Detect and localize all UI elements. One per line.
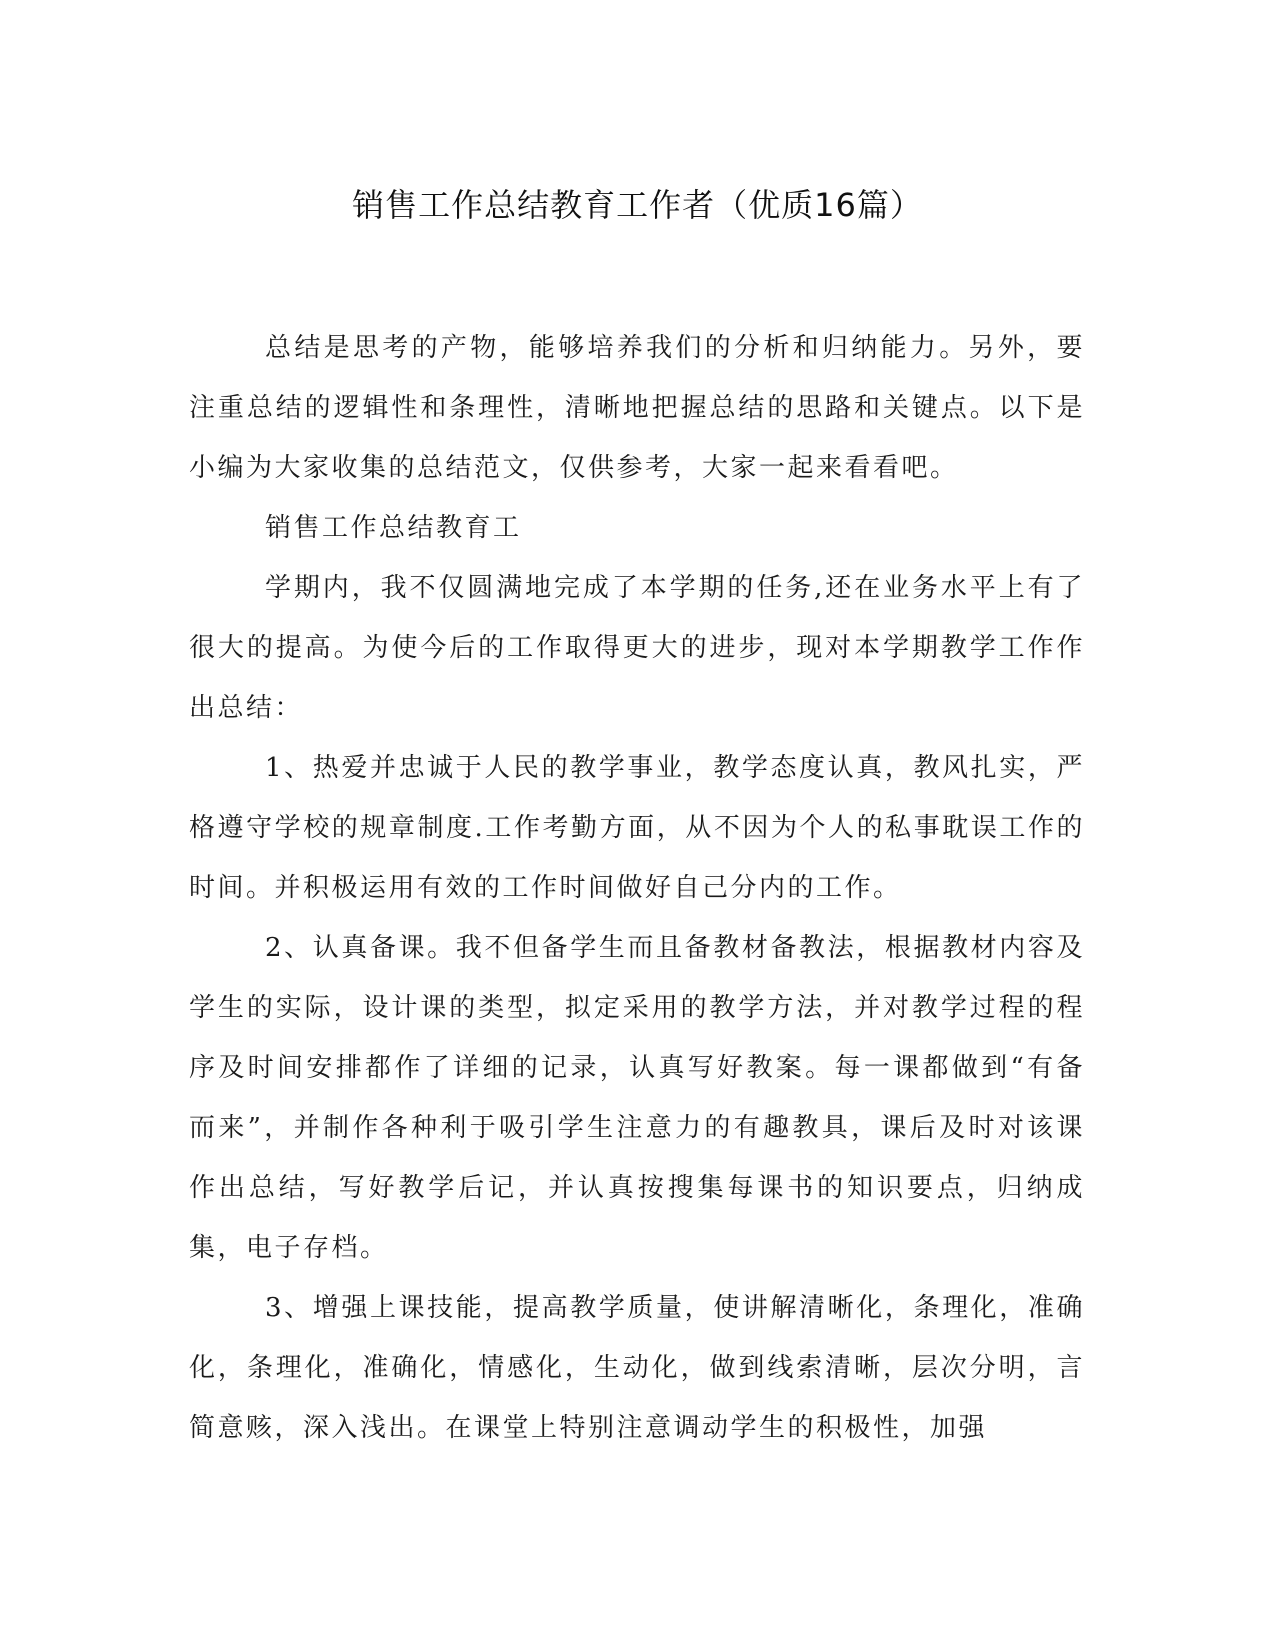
paragraph-semester: 学期内，我不仅圆满地完成了本学期的任务,还在业务水平上有了很大的提高。为使今后的工作取得更大的进步，现对本学期教学工作作出总结： (189, 573, 1085, 723)
paragraph-subheading: 销售工作总结教育工 (265, 513, 522, 543)
paragraph-item-1: 1、热爱并忠诚于人民的教学事业，教学态度认真，教风扎实，严格遵守学校的规章制度.工作考勤方面，从不因为个人的私事耽误工作的时间。并积极运用有效的工作时间做好自己分内的工作。 (189, 753, 1085, 903)
paragraph-intro: 总结是思考的产物，能够培养我们的分析和归纳能力。另外，要注重总结的逻辑性和条理性，清晰地把握总结的思路和关键点。以下是小编为大家收集的总结范文，仅供参考，大家一起来看看吧。 (189, 333, 1085, 483)
paragraph-item-3: 3、增强上课技能，提高教学质量，使讲解清晰化，条理化，准确化，条理化，准确化，情感化，生动化，做到线索清晰，层次分明，言简意赅，深入浅出。在课堂上特别注意调动学生的积极性，加强 (189, 1293, 1085, 1443)
document-body (189, 318, 1085, 1458)
document-title: 销售工作总结教育工作者（优质16篇） (352, 186, 923, 224)
paragraph-item-2: 2、认真备课。我不但备学生而且备教材备教法，根据教材内容及学生的实际，设计课的类型，拟定采用的教学方法，并对教学过程的程序及时间安排都作了详细的记录，认真写好教案。每一课都做到“有备而来”，并制作各种利于吸引学生注意力的有趣教具，课后及时对该课作出总结，写好教学后记，并认真按搜集每课书的知识要点，归纳成集，电子存档。 (189, 933, 1085, 1263)
